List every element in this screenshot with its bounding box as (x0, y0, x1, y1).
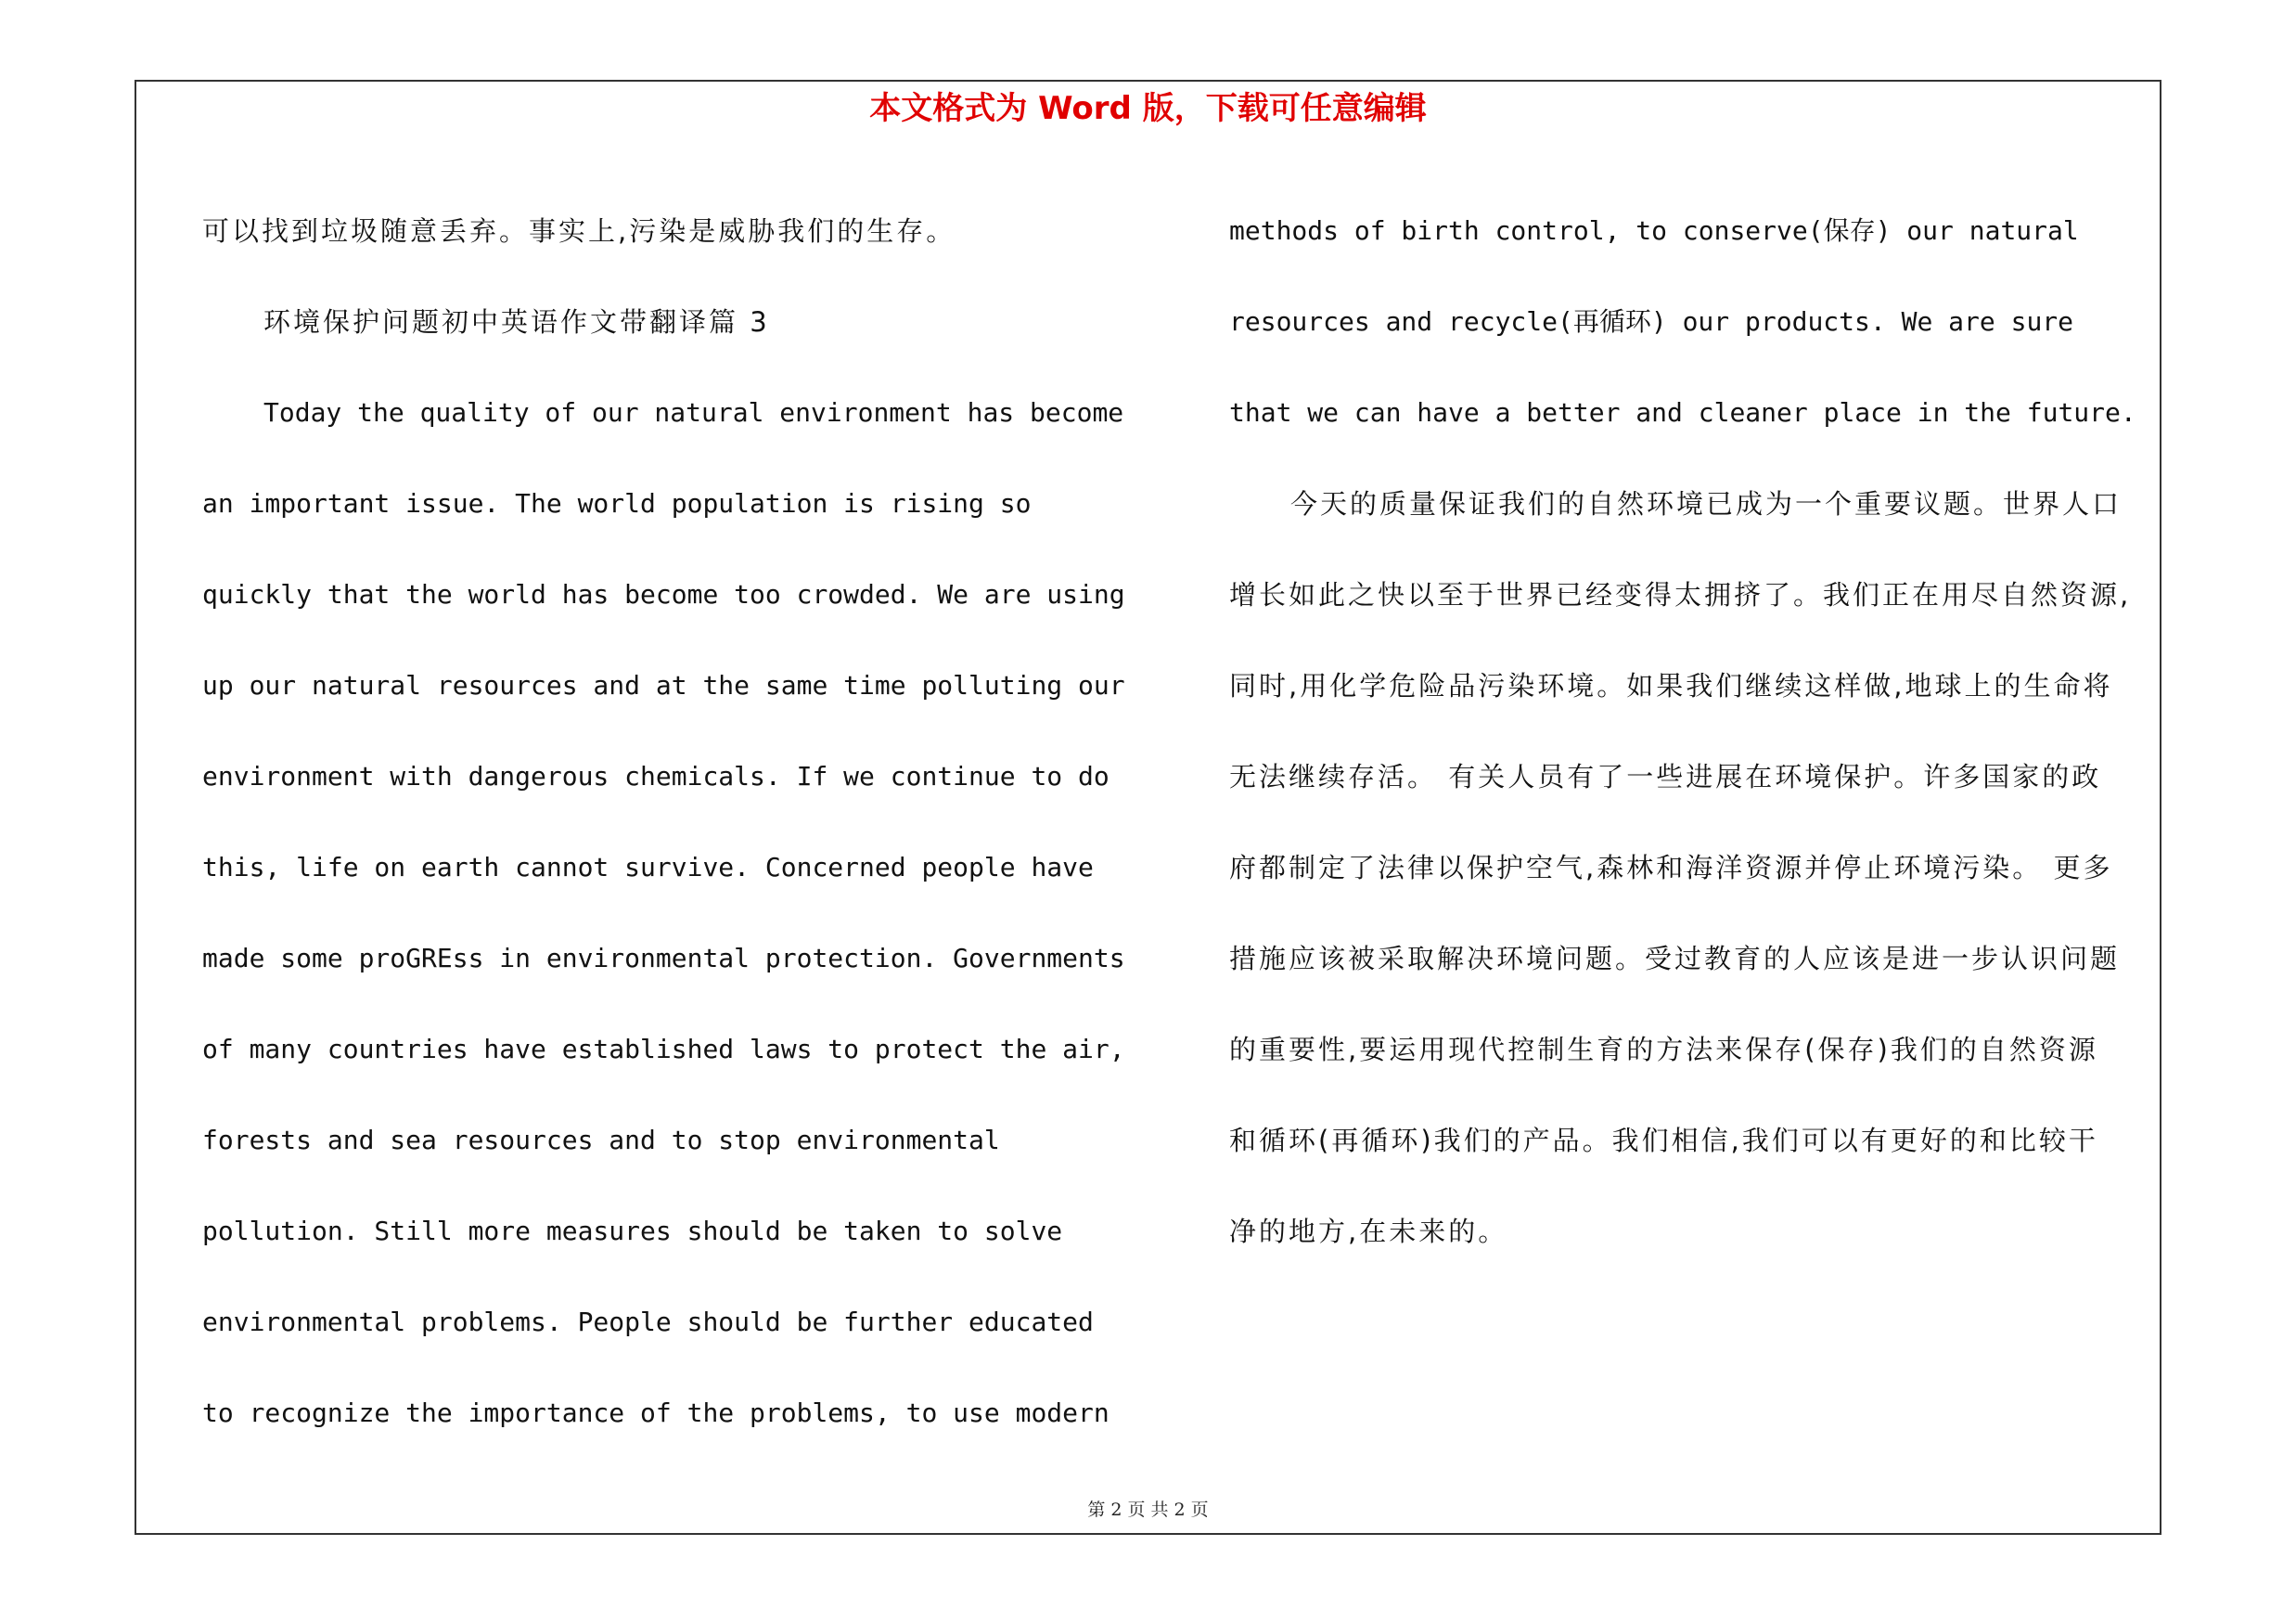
translation-line: 和循环(再循环)我们的产品。我们相信,我们可以有更好的和比较干 (1229, 1125, 2098, 1156)
paragraph-line: forests and sea resources and to stop environmental (202, 1125, 1000, 1155)
translation-line: 府都制定了法律以保护空气,森林和海洋资源并停止环境污染。 更多 (1229, 852, 2113, 883)
left-column (202, 186, 1130, 1459)
paragraph-line: an important issue. The world population is rising so (202, 488, 1032, 519)
paragraph-line: of many countries have established laws to protect the air, (202, 1034, 1125, 1064)
right-column (1229, 186, 2157, 1277)
paragraph-line: quickly that the world has become too crowded. We are using (202, 579, 1125, 610)
paragraph-line: up our natural resources and at the same time polluting our (202, 670, 1125, 701)
paragraph-line: pollution. Still more measures should be taken to solve (202, 1216, 1063, 1246)
paragraph-line: to recognize the importance of the problems, to use modern (202, 1398, 1110, 1428)
translation-line: 无法继续存活。 有关人员有了一些进展在环境保护。许多国家的政 (1229, 761, 2102, 792)
paragraph-line: made some proGREss in environmental protection. Governments (202, 943, 1125, 973)
translation-line: 措施应该被采取解决环境问题。受过教育的人应该是进一步认识问题 (1229, 943, 2121, 974)
translation-line: 的重要性,要运用现代控制生育的方法来保存(保存)我们的自然资源 (1229, 1034, 2098, 1065)
section-heading: 环境保护问题初中英语作文带翻译篇 3 (263, 306, 770, 338)
paragraph-line: that we can have a better and cleaner place in the future. (1229, 397, 2136, 428)
paragraph-line: Today the quality of our natural environment has become (263, 397, 1124, 428)
translation-line: 今天的质量保证我们的自然环境已成为一个重要议题。世界人口 (1290, 488, 2123, 520)
paragraph-line: environment with dangerous chemicals. If we continue to do (202, 761, 1110, 792)
translation-line: 净的地方,在未来的。 (1229, 1216, 1508, 1247)
page-number: 第 2 页 共 2 页 (1087, 1500, 1209, 1520)
translation-line: 增长如此之快以至于世界已经变得太拥挤了。我们正在用尽自然资源, (1229, 579, 2132, 611)
paragraph-line: this, life on earth cannot survive. Concerned people have (202, 852, 1094, 882)
paragraph-line: environmental problems. People should be further educated (202, 1307, 1094, 1337)
paragraph-line: resources and recycle(再循环) our products. We are sure (1229, 306, 2074, 337)
paragraph-line: 可以找到垃圾随意丢弃。事实上,污染是威胁我们的生存。 (202, 215, 956, 247)
paragraph-line: methods of birth control, to conserve(保存) our natural (1229, 215, 2079, 246)
editable-notice-banner: 本文格式为 Word 版，下载可任意编辑 (869, 90, 1427, 127)
translation-line: 同时,用化学危险品污染环境。如果我们继续这样做,地球上的生命将 (1229, 670, 2113, 702)
